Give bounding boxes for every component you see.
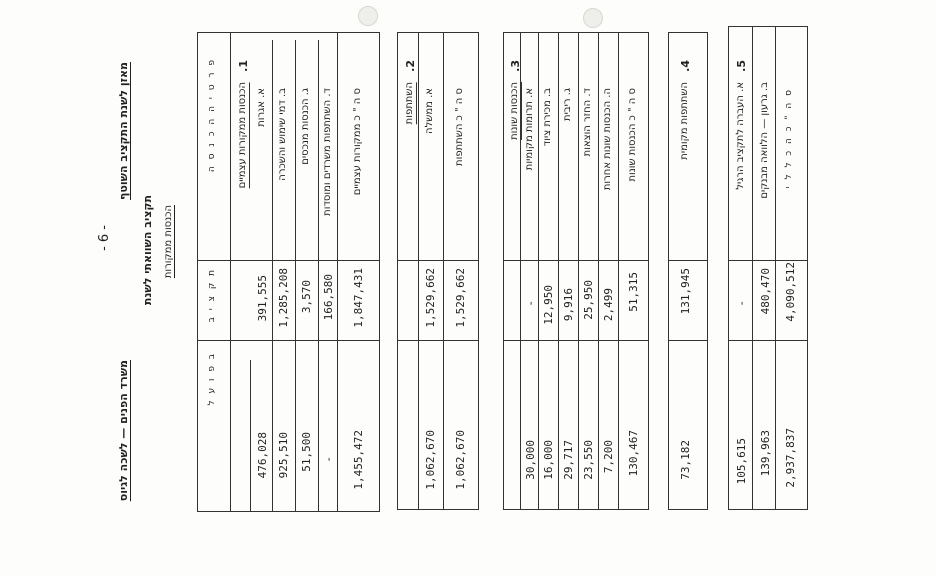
col-header-budget: ת ק צ י ב — [207, 268, 217, 323]
s2-item-1-budget: 1,529,662 — [424, 268, 437, 328]
s1-item-4-actual: - — [322, 456, 335, 463]
s5-item-1-budget: - — [735, 300, 748, 307]
s5-total-label: ס ה " כ ה כ ל ל י — [784, 88, 794, 189]
s1-item-3-label: ג. הכנסות מנכסים — [300, 88, 311, 165]
s3-item-5-label: ה. הכנסות שונות אחרות — [602, 88, 613, 191]
s3-item-5-actual: 7,200 — [602, 440, 615, 474]
section-4-number: .4 — [679, 60, 692, 72]
s3-item-4-actual: 23,550 — [582, 440, 595, 480]
s1-total-actual: 1,455,472 — [352, 430, 365, 490]
s3-total-actual: 130,467 — [627, 430, 640, 477]
s5-item-1-actual: 105,615 — [735, 438, 748, 485]
header-line1: משרד הפנים — לשכה לגיוס — [117, 360, 130, 502]
section-3-title: הכנסות שונות — [509, 82, 520, 140]
section-1-title: הכנסות ממקורות עצמיים — [237, 82, 248, 189]
page-number: - 6 - — [97, 225, 112, 251]
section-4-title: השתתפות מקומית — [679, 82, 690, 160]
s2-total-budget: 1,529,662 — [454, 268, 467, 328]
s3-item-2-label: ב. מכירת ציוד — [542, 88, 553, 147]
s2-item-1-actual: 1,062,670 — [424, 430, 437, 490]
s3-item-1-budget: - — [524, 300, 537, 307]
s3-item-5-budget: 2,499 — [602, 288, 615, 322]
s1-item-4-label: ד. השתתפות משרדים ומוסדות — [322, 88, 333, 216]
s4-total-actual: 73,182 — [679, 440, 692, 480]
s1-item-4-budget: 166,580 — [322, 274, 335, 321]
s1-item-3-actual: 51,500 — [300, 432, 313, 472]
col-header-actual: ב פ ו ע ל — [207, 352, 217, 406]
col-header-name: פ ר ט י ה ה כ נ ס ה — [207, 58, 217, 173]
s3-item-4-label: ד. החזר הוצאות — [582, 88, 593, 157]
section-1-number: .1 — [237, 60, 250, 72]
s3-item-1-label: א. תרומות מקומיות — [524, 88, 535, 171]
header-line2: תקציב השוואתי לשנת — [141, 195, 154, 306]
s4-total-budget: 131,945 — [679, 268, 692, 315]
section-2-number: .2 — [404, 60, 417, 72]
s3-item-2-actual: 16,000 — [542, 440, 555, 480]
section-3-number: .3 — [509, 60, 522, 72]
section-5-number: .5 — [735, 60, 748, 72]
s1-item-1-actual: 476,028 — [256, 432, 269, 479]
s5-item-2-budget: 480,470 — [759, 268, 772, 315]
s3-item-3-budget: 9,916 — [562, 288, 575, 322]
s1-item-1-label: א. אגרות — [256, 88, 267, 127]
s5-item-1-label: א. העברה לתקציב הרגיל — [735, 82, 746, 190]
s3-item-2-budget: 12,950 — [542, 285, 555, 325]
s1-total-budget: 1,847,431 — [352, 268, 365, 328]
s1-item-3-budget: 3,570 — [300, 280, 313, 314]
s5-total-actual: 2,937,837 — [784, 428, 797, 488]
s3-total-budget: 51,315 — [627, 272, 640, 312]
s3-total-label: ס ה " כ הכנסות שונות — [627, 88, 638, 182]
punch-hole-right — [583, 8, 603, 28]
s1-total-label: ס ה " כ ממקורות עצמיים — [352, 88, 363, 196]
s3-item-1-actual: 30,000 — [524, 440, 537, 480]
s3-item-3-label: ג. ריבית — [562, 88, 573, 121]
header-line3: הכנסות ממקורות — [163, 205, 174, 279]
s2-item-1-label: א. ממשלה — [424, 88, 435, 134]
s1-item-2-actual: 925,510 — [277, 432, 290, 479]
s1-item-2-budget: 1,285,208 — [277, 268, 290, 328]
s5-total-budget: 4,090,512 — [784, 262, 797, 322]
s5-item-2-actual: 139,963 — [759, 430, 772, 477]
s1-item-1-budget: 391,555 — [256, 275, 269, 322]
s2-total-label: ס ה " כ השתתפות — [454, 88, 465, 166]
section-2-title: השתתפות — [404, 82, 415, 125]
punch-hole-left — [358, 6, 378, 26]
s3-item-4-budget: 25,950 — [582, 280, 595, 320]
s1-item-2-label: ב. דמי שימוש והשכרה — [277, 88, 288, 181]
header-title-right: מאזן לשנת התקציב השוטף — [117, 62, 130, 200]
s3-item-3-actual: 29,717 — [562, 440, 575, 480]
s5-item-2-label: ב. גרעון — הלוואה מבנקים — [759, 82, 770, 199]
s2-total-actual: 1,062,670 — [454, 430, 467, 490]
